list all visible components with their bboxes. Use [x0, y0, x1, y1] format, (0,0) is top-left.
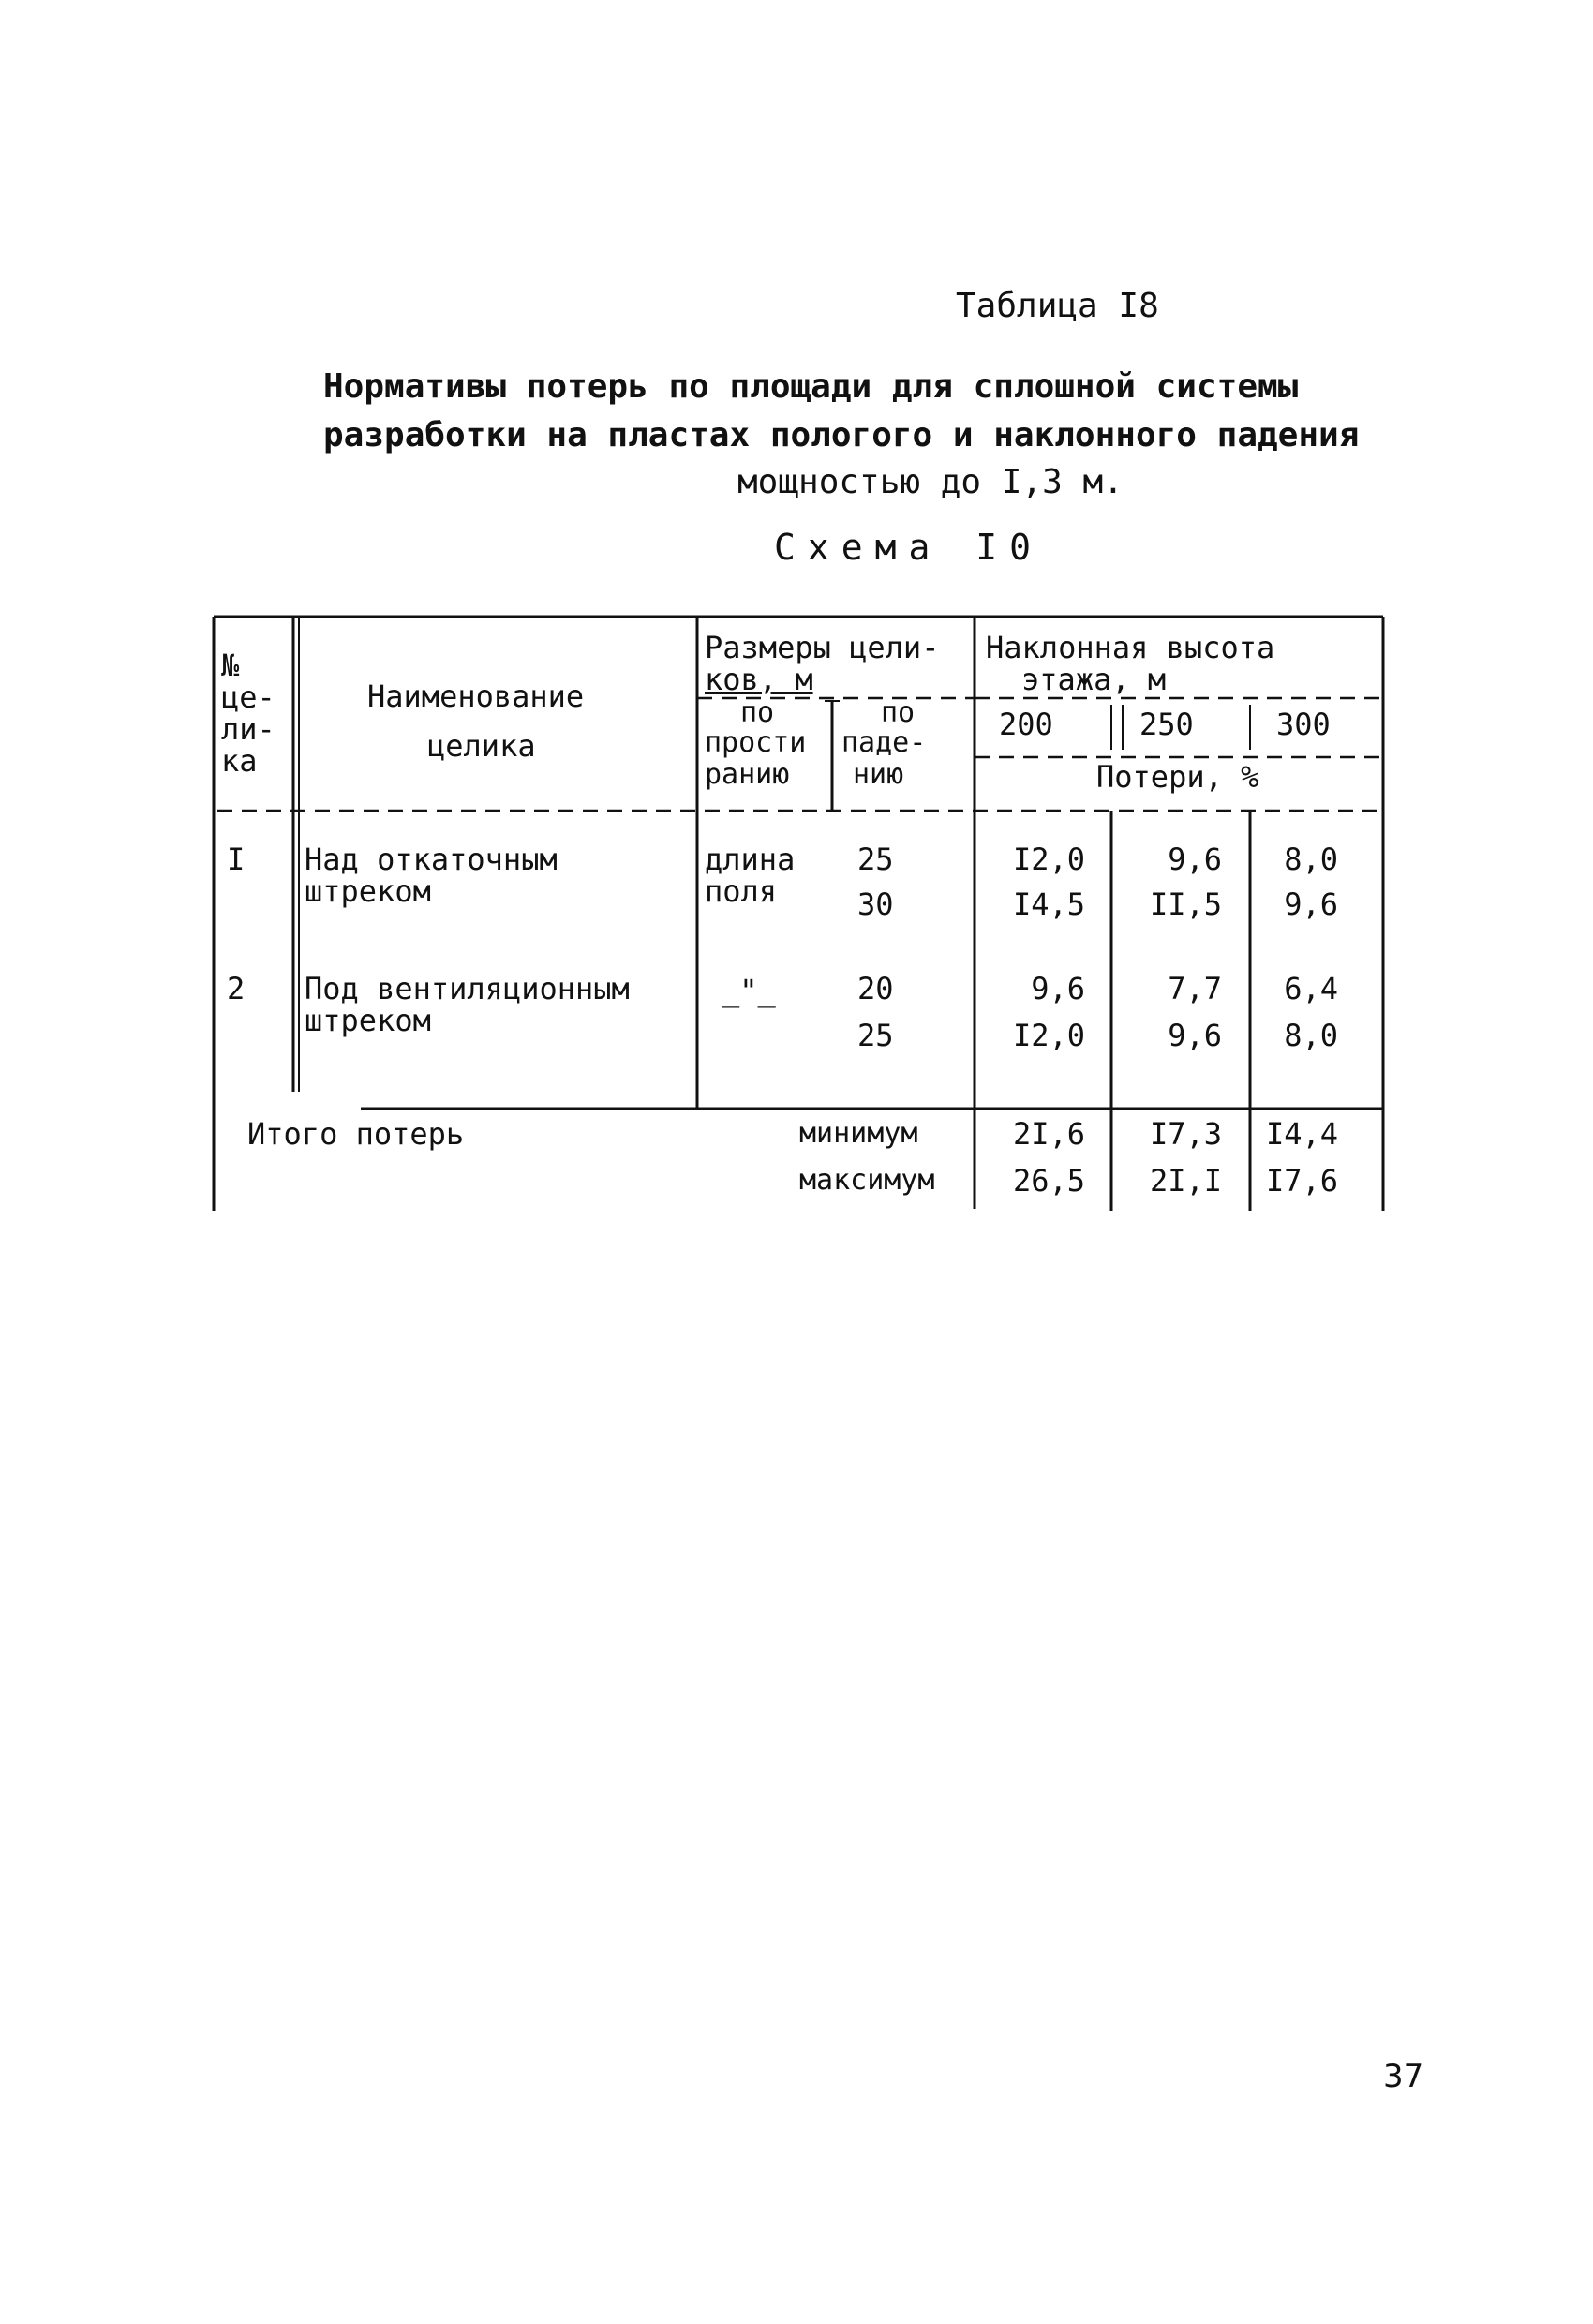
- header-number-line-4: ка: [221, 743, 258, 779]
- header-number-symbol: №: [221, 648, 240, 683]
- row-1-dip-a: 25: [857, 842, 894, 877]
- table-title-line-2: разработки на пластах пологого и наклонного падения: [323, 416, 1360, 454]
- header-height-group-line-1: Наклонная высота: [986, 630, 1275, 665]
- header-dip-line-1: по: [881, 696, 916, 729]
- header-dip-line-3: нию: [853, 758, 904, 791]
- header-sizes-group-line-2: ков, м: [705, 662, 813, 697]
- totals-max-label: максимум: [799, 1164, 935, 1197]
- row-1-value-300-a: 8,0: [1284, 842, 1338, 877]
- header-losses: Потери, %: [1096, 759, 1259, 795]
- table-title-line-3: мощностью до I,3 м.: [737, 463, 1124, 501]
- totals-min-300: I4,4: [1265, 1116, 1338, 1152]
- row-2-name-line-2: штреком: [305, 1003, 431, 1038]
- row-1-value-200-b: I4,5: [1012, 886, 1085, 922]
- page-number: 37: [1383, 2058, 1424, 2095]
- row-2-value-250-a: 7,7: [1168, 971, 1222, 1006]
- scheme-label: Схема I0: [774, 527, 1044, 568]
- totals-max-300: I7,6: [1265, 1163, 1338, 1199]
- row-2-strike-ditto: _"_: [722, 973, 776, 1008]
- header-height-250: 250: [1139, 707, 1194, 742]
- row-2-value-200-a: 9,6: [1031, 971, 1085, 1006]
- header-strike-line-3: ранию: [705, 758, 790, 791]
- row-1-value-250-b: II,5: [1149, 886, 1222, 922]
- header-height-300: 300: [1276, 707, 1331, 742]
- row-1-value-200-a: I2,0: [1012, 842, 1085, 877]
- row-2-dip-b: 25: [857, 1018, 894, 1053]
- row-1-dip-b: 30: [857, 886, 894, 922]
- totals-max-200: 26,5: [1012, 1163, 1085, 1199]
- table-label: Таблица I8: [956, 287, 1159, 325]
- row-1-name-line-2: штреком: [305, 873, 431, 909]
- header-height-group-line-2: этажа, м: [1021, 662, 1167, 697]
- row-2-number: 2: [227, 971, 246, 1006]
- row-1-number: I: [227, 842, 246, 877]
- header-sizes-group-line-1: Размеры цели-: [705, 630, 940, 665]
- totals-label: Итого потерь: [247, 1116, 465, 1152]
- totals-max-250: 2I,I: [1149, 1163, 1222, 1199]
- header-number-line-2: це-: [221, 679, 275, 715]
- table-title-line-1: Нормативы потерь по площади для сплошной системы: [323, 367, 1299, 406]
- header-number-line-3: ли-: [221, 711, 275, 747]
- header-dip-line-2: паде-: [841, 726, 927, 759]
- row-2-value-200-b: I2,0: [1012, 1018, 1085, 1053]
- row-1-value-300-b: 9,6: [1284, 886, 1338, 922]
- row-2-dip-a: 20: [857, 971, 894, 1006]
- header-strike-line-1: по: [740, 696, 775, 729]
- row-2-value-300-a: 6,4: [1284, 971, 1338, 1006]
- row-2-value-250-b: 9,6: [1168, 1018, 1222, 1053]
- row-1-value-250-a: 9,6: [1168, 842, 1222, 877]
- row-1-name-line-1: Над откаточным: [305, 842, 558, 877]
- header-name-line-2: целика: [427, 728, 536, 764]
- row-2-name-line-1: Под вентиляционным: [305, 971, 630, 1006]
- totals-min-200: 2I,6: [1012, 1116, 1085, 1152]
- row-1-strike-line-1: длина: [705, 842, 796, 877]
- row-2-value-300-b: 8,0: [1284, 1018, 1338, 1053]
- row-1-strike-line-2: поля: [705, 873, 778, 909]
- header-name-line-1: Наименование: [367, 678, 585, 714]
- header-strike-line-2: прости: [705, 726, 807, 759]
- header-height-200: 200: [999, 707, 1053, 742]
- totals-min-250: I7,3: [1149, 1116, 1222, 1152]
- totals-min-label: минимум: [799, 1117, 918, 1150]
